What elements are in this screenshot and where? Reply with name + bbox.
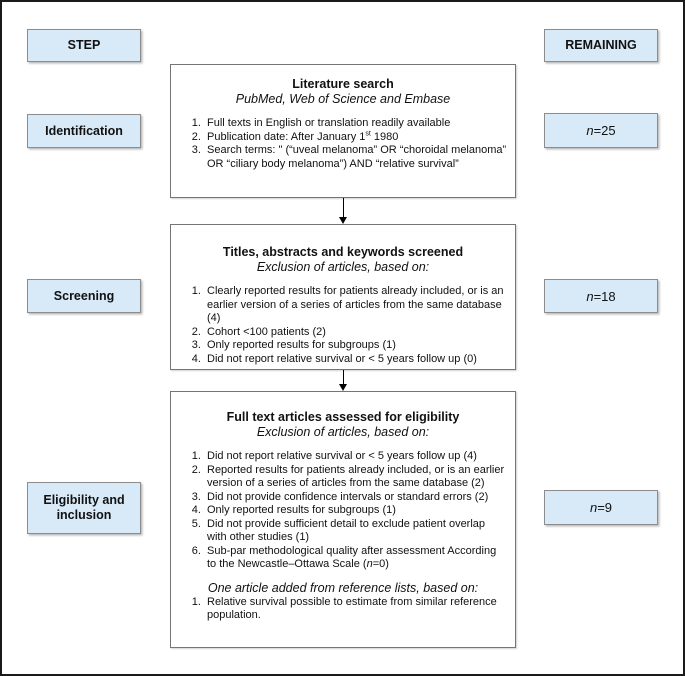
stage-label-identification <box>27 114 141 148</box>
list-item: 1. Relative survival possible to estimate from similar reference population. <box>204 596 507 623</box>
list-item: 4. Did not report relative survival or < 5 years follow up (0) <box>204 353 507 367</box>
down-arrow <box>339 370 348 391</box>
remaining-header-label: REMAINING <box>565 38 637 52</box>
box-title: Literature search <box>292 77 394 91</box>
box-subtitle: Exclusion of articles, based on: <box>256 425 430 439</box>
arrow-head-icon <box>339 384 347 391</box>
n-value: =25 <box>593 123 616 138</box>
list-item: 1. Full texts in English or translation readily available <box>204 117 507 131</box>
list-item <box>204 545 507 572</box>
box-subtitle: Exclusion of articles, based on: <box>256 260 430 274</box>
list-item: 5. Did not provide sufficient detail to exclude patient overlap with other studies (1) <box>204 518 507 545</box>
remaining-column-header <box>544 29 658 62</box>
exclusion-list <box>171 450 515 572</box>
n-variable: n <box>586 123 594 138</box>
list-item: 1. Did not report relative survival or < 5 years follow up (4) <box>204 450 507 464</box>
n-variable: n <box>586 288 594 304</box>
arrow-line <box>343 198 345 219</box>
list-item: 3. Did not provide confidence intervals or standard errors (2) <box>204 491 507 505</box>
stage-label-screening <box>27 279 141 313</box>
stage-label-text: Screening <box>53 288 115 303</box>
item-text: Sub-par methodological quality after assessment According to the Newcastle–Ottawa Scale ( <box>207 544 497 570</box>
list-item: 3. Search terms: " (“uveal melanoma” OR “choroidal melanoma” OR “ciliary body melanoma”) AND “relative survival” <box>204 144 507 171</box>
item-text: =0) <box>372 558 389 570</box>
n-value: =18 <box>593 288 616 304</box>
box-title: Titles, abstracts and keywords screened <box>222 245 464 259</box>
remaining-count-eligibility <box>544 490 658 525</box>
inclusion-list <box>171 596 515 623</box>
remaining-count-identification <box>544 113 658 148</box>
n-variable: n <box>366 558 373 570</box>
stage-label-text: Identification <box>45 123 123 138</box>
full-text-assessed-box <box>170 391 516 648</box>
box-title: Full text articles assessed for eligibility <box>226 410 460 424</box>
down-arrow <box>339 198 348 224</box>
superscript-st: st <box>365 129 371 137</box>
box-subtitle: PubMed, Web of Science and Embase <box>235 92 451 106</box>
literature-search-box <box>170 64 516 198</box>
list-item: 3. Only reported results for subgroups (1) <box>204 339 507 353</box>
exclusion-list <box>171 285 515 366</box>
step-column-header <box>27 29 141 62</box>
list-item: 1. Clearly reported results for patients already included, or is an earlier version of a series of articles from the same database (4) <box>204 285 507 326</box>
arrow-head-icon <box>339 217 347 224</box>
n-value: =9 <box>597 500 613 515</box>
list-item: 2. Cohort <100 patients (2) <box>204 326 507 340</box>
item-text: 1980 <box>370 130 399 143</box>
remaining-count-screening <box>544 279 658 313</box>
n-variable: n <box>589 500 598 515</box>
list-item: 2. Reported results for patients already included, or is an earlier version of a series of articles from the same database (2) <box>204 464 507 491</box>
list-item <box>204 131 507 145</box>
titles-abstracts-screened-box <box>170 224 516 370</box>
item-text: Publication date: After January 1 <box>207 130 366 143</box>
reference-list-subtitle: One article added from reference lists, based on: <box>207 580 479 595</box>
step-header-label: STEP <box>67 38 101 52</box>
criteria-list <box>171 117 515 171</box>
stage-label-text: Eligibility and inclusion <box>43 493 125 522</box>
list-item: 4. Only reported results for subgroups (1) <box>204 504 507 518</box>
stage-label-eligibility-and-inclusion <box>27 482 141 534</box>
